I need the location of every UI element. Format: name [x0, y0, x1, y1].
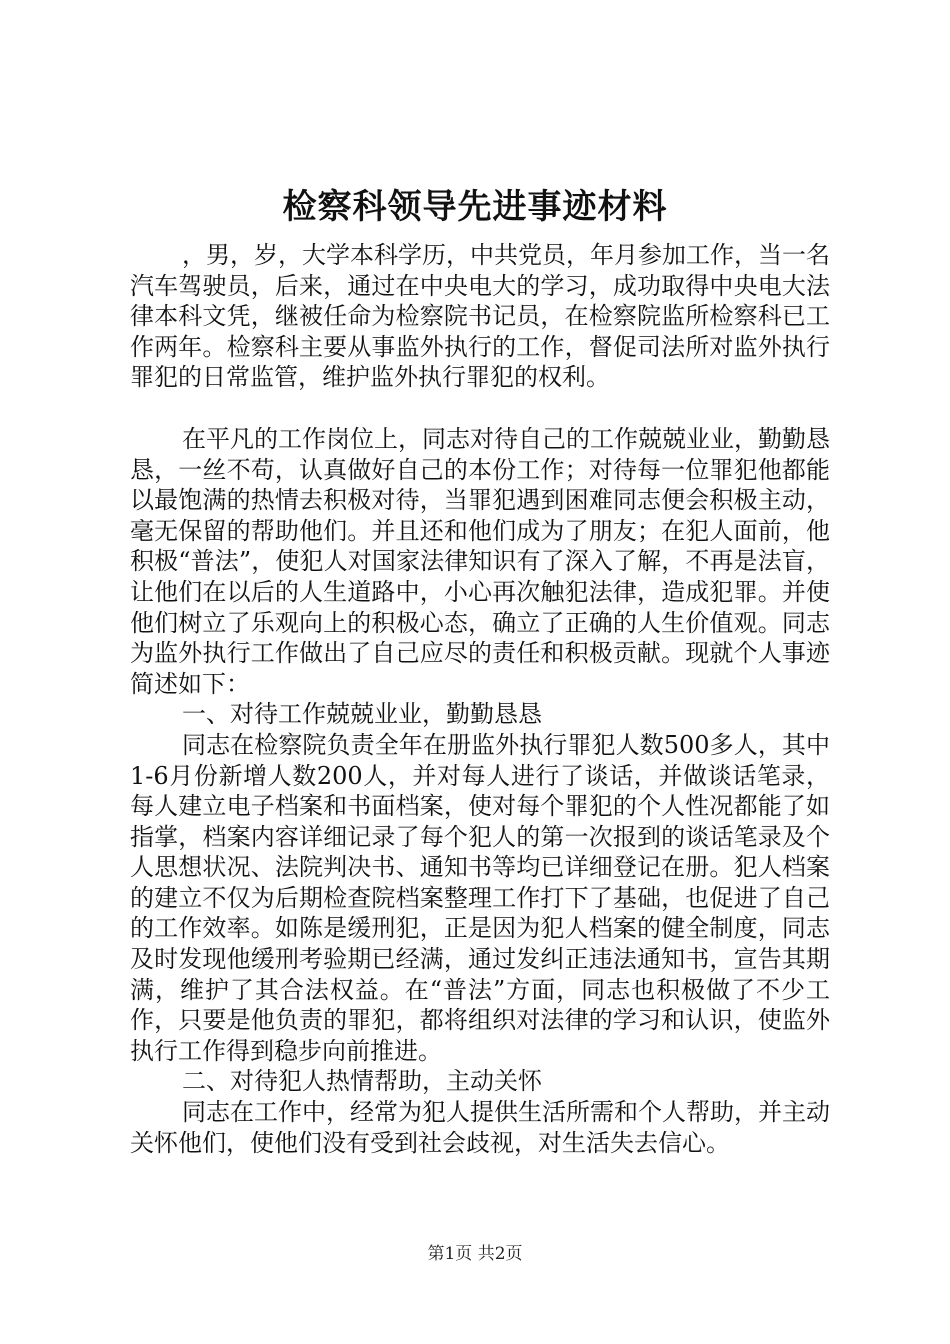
section-2-paragraph: 同志在工作中，经常为犯人提供生活所需和个人帮助，并主动关怀他们，使他们没有受到社会歧视，对生活失去信心。	[130, 1098, 830, 1157]
section-heading-2: 二、对待犯人热情帮助，主动关怀	[182, 1067, 542, 1096]
document-title: 检察科领导先进事迹材料	[282, 187, 668, 227]
page-number-footer: 第1页 共2页	[427, 1244, 523, 1264]
document-body	[130, 240, 830, 1158]
intro-paragraph: ，男，岁，大学本科学历，中共党员，年月参加工作，当一名汽车驾驶员，后来，通过在中央电大的学习，成功取得中央电大法律本科文凭，继被任命为检察院书记员，在检察院监所检察科已工作两年。检察科主要从事监外执行的工作，督促司法所对监外执行罪犯的日常监管，维护监外执行罪犯的权利。	[130, 241, 830, 392]
section-heading-1: 一、对待工作兢兢业业，勤勤恳恳	[182, 700, 542, 729]
section-1-paragraph: 同志在检察院负责全年在册监外执行罪犯人数500多人，其中1-6月份新增人数200人，并对每人进行了谈话，并做谈话笔录，每人建立电子档案和书面档案，使对每个罪犯的个人性况都能了如指掌，档案内容详细记录了每个犯人的第一次报到的谈话笔录及个人思想状况、法院判决书、通知书等均已详细登记在册。犯人档案的建立不仅为后期检查院档案整理工作打下了基础，也促进了自己的工作效率。如陈是缓刑犯，正是因为犯人档案的健全制度，同志及时发现他缓刑考验期已经满，通过发纠正违法通知书，宣告其期满，维护了其合法权益。在“普法”方面，同志也积极做了不少工作，只要是他负责的罪犯，都将组织对法律的学习和认识，使监外执行工作得到稳步向前推进。	[130, 730, 830, 1065]
summary-paragraph: 在平凡的工作岗位上，同志对待自己的工作兢兢业业，勤勤恳恳，一丝不苟，认真做好自己的本份工作；对待每一位罪犯他都能以最饱满的热情去积极对待，当罪犯遇到困难同志便会积极主动，毫无保留的帮助他们。并且还和他们成为了朋友；在犯人面前，他积极“普法”，使犯人对国家法律知识有了深入了解，不再是法盲，让他们在以后的人生道路中，小心再次触犯法律，造成犯罪。并使他们树立了乐观向上的积极心态，确立了正确的人生价值观。同志为监外执行工作做出了自己应尽的责任和积极贡献。现就个人事迹简述如下：	[130, 424, 830, 698]
